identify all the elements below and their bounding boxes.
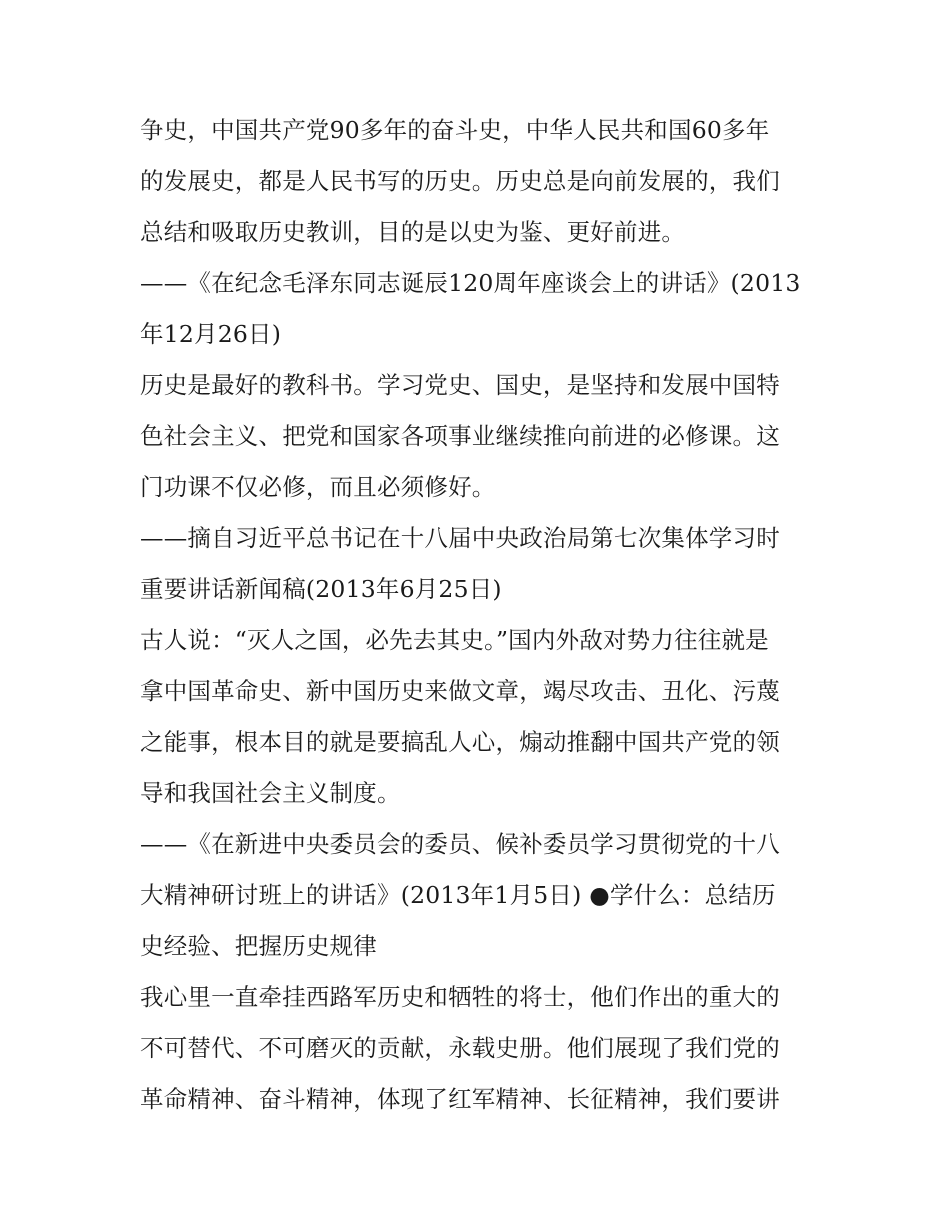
citation-line: ——摘自习近平总书记在十八届中央政治局第七次集体学习时 [140,524,780,552]
citation-line: 重要讲话新闻稿(2013年6月25日) [140,575,502,603]
text-line: 之能事，根本目的就是要搞乱人心，煽动推翻中国共产党的领 [140,728,780,756]
citation-line: 年12月26日) [140,320,282,348]
text-line: 门功课不仅必修，而且必须修好。 [140,473,496,501]
text-line: 历史是最好的教科书。学习党史、国史，是坚持和发展中国特 [140,371,780,399]
text-line: 色社会主义、把党和国家各项事业继续推向前进的必修课。这 [140,422,780,450]
text-line: 争史，中国共产党90多年的奋斗史，中华人民共和国60多年 [140,116,770,144]
section-heading-line: 史经验、把握历史规律 [140,932,377,960]
citation-line: 大精神研讨班上的讲话》(2013年1月5日) ●学什么：总结历 [140,881,776,909]
text-line: 导和我国社会主义制度。 [140,779,401,807]
document-body [140,105,820,1125]
text-line: 拿中国革命史、新中国历史来做文章，竭尽攻击、丑化、污蔑 [140,677,780,705]
text-line: 我心里一直牵挂西路军历史和牺牲的将士，他们作出的重大的 [140,983,780,1011]
text-line: 革命精神、奋斗精神，体现了红军精神、长征精神，我们要讲 [140,1085,780,1113]
citation-line: ——《在纪念毛泽东同志诞辰120周年座谈会上的讲话》(2013 [140,269,801,297]
citation-line: ——《在新进中央委员会的委员、候补委员学习贯彻党的十八 [140,830,780,858]
text-line: 的发展史，都是人民书写的历史。历史总是向前发展的，我们 [140,167,780,195]
text-line: 总结和吸取历史教训，目的是以史为鉴、更好前进。 [140,218,686,246]
text-line: 不可替代、不可磨灭的贡献，永载史册。他们展现了我们党的 [140,1034,780,1062]
text-line: 古人说：“灭人之国，必先去其史。”国内外敌对势力往往就是 [140,626,769,654]
